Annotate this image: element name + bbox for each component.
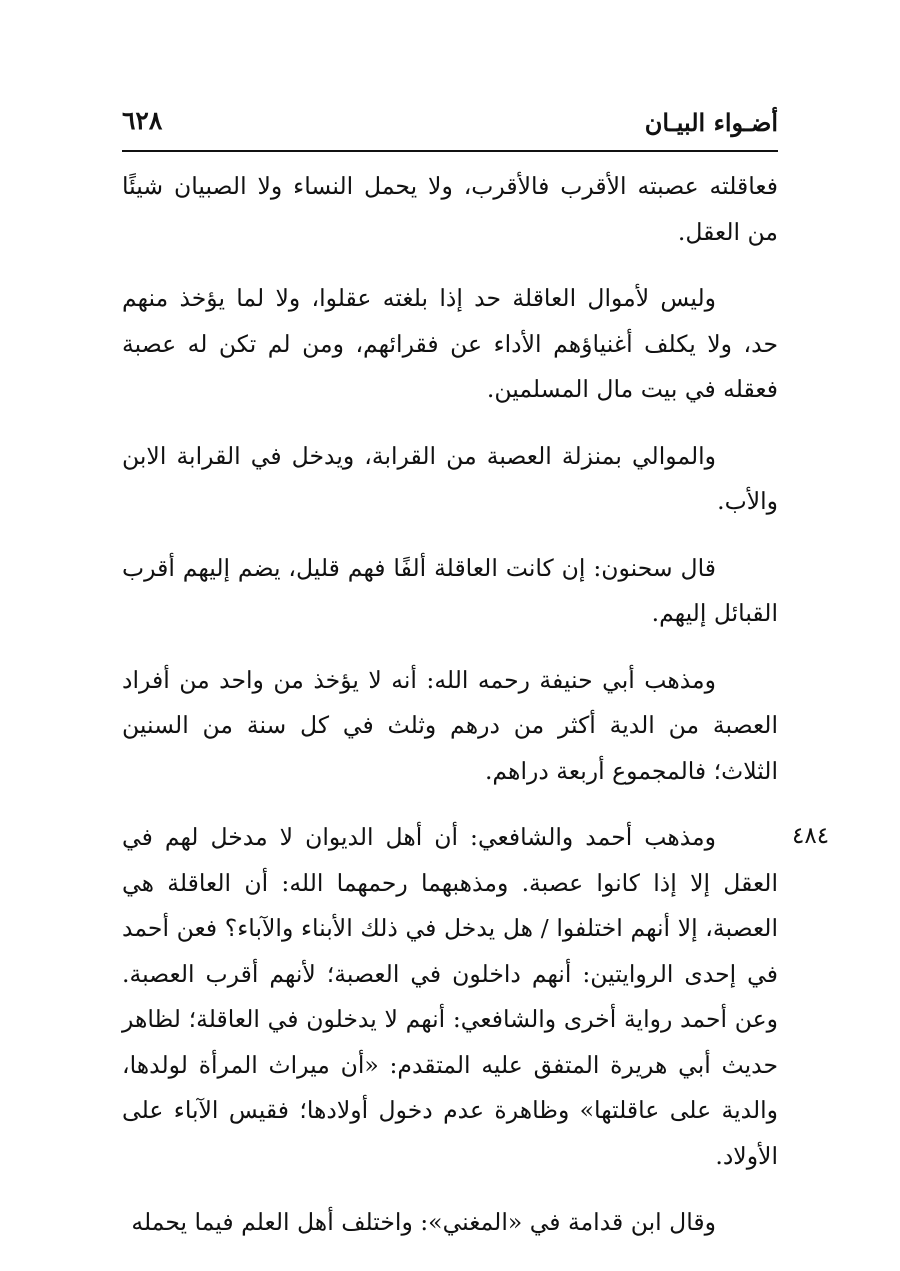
paragraph: والموالي بمنزلة العصبة من القرابة، ويدخل في القرابة الابن والأب. [122, 441, 778, 515]
paragraph: وقال ابن قدامة في «المغني»: واختلف أهل العلم فيما يحمله [131, 1208, 716, 1236]
page-number: ٦٢٨ [122, 106, 163, 135]
paragraph: وليس لأموال العاقلة حد إذا بلغته عقلوا، ولا لما يؤخذ منهم حد، ولا يكلف أغنياؤهم الأداء عن فقرائهم، ومن لم تكن له عصبة فعقله في بيت مال المسلمين. [122, 284, 778, 403]
paragraph: ومذهب أبي حنيفة رحمه الله: أنه لا يؤخذ من واحد من أفراد العصبة من الدية أكثر من درهم وثلث في كل سنة من السنين الثلاث؛ فالمجموع أربعة دراهم. [122, 665, 778, 785]
running-title: أضـواء البيـان [644, 108, 778, 137]
page-header [122, 104, 778, 152]
body-text [122, 164, 778, 1246]
margin-page-reference: ٤٨٤ [792, 823, 830, 849]
paragraph: فعاقلته عصبته الأقرب فالأقرب، ولا يحمل النساء ولا الصبيان شيئًا من العقل. [122, 172, 778, 246]
paragraph: ومذهب أحمد والشافعي: أن أهل الديوان لا مدخل لهم في العقل إلا إذا كانوا عصبة. ومذهبهما رحمهما الله: أن العاقلة هي العصبة، إلا أنهم اختلفوا / هل يدخل في ذلك الأبناء والآباء؟ فعن أحمد في إحدى الروايتين: أنهم داخلون في العصبة؛ لأنهم أقرب العصبة. وعن أحمد رواية أخرى والشافعي: أنهم لا يدخلون في العاقلة؛ لظاهر حديث أبي هريرة المتفق عليه المتقدم: «أن ميراث المرأة لولدها، والدية على عاقلتها» وظاهرة عدم دخول أولادها؛ فقيس الآباء على الأولاد. [122, 823, 778, 1170]
paragraph: قال سحنون: إن كانت العاقلة ألفًا فهم قليل، يضم إليهم أقرب القبائل إليهم. [122, 553, 778, 627]
